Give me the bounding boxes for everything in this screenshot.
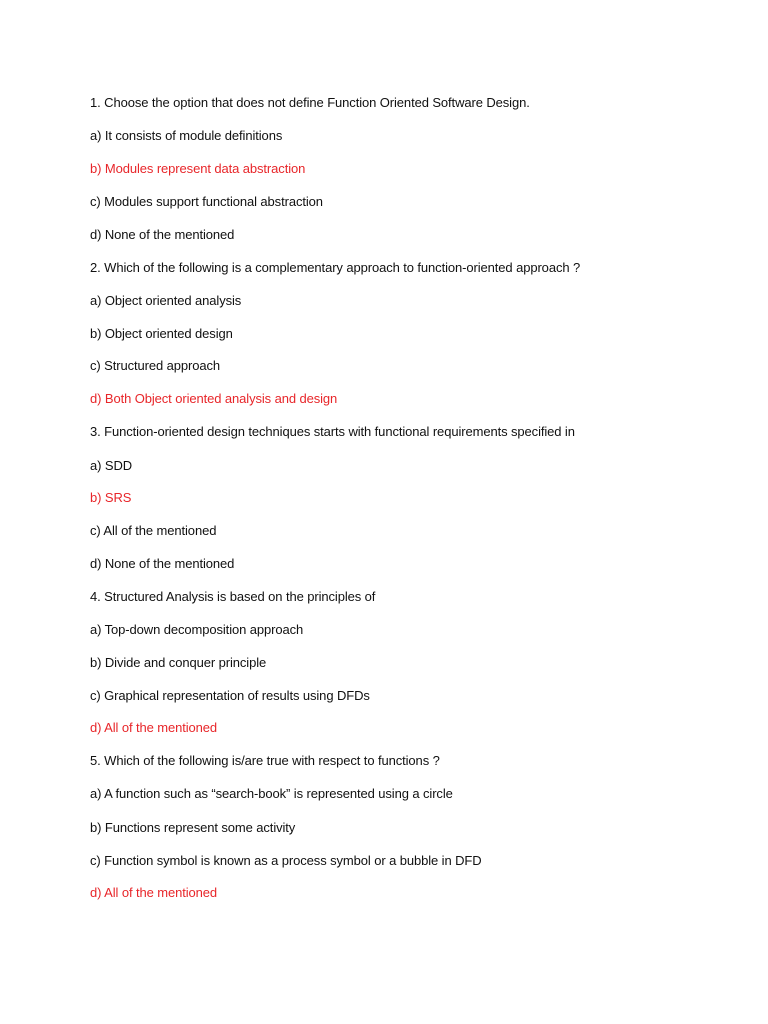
question-3-option-a: a) SDD [90, 458, 133, 473]
question-4-text: 4. Structured Analysis is based on the principles of [90, 589, 376, 604]
question-1-option-d: d) None of the mentioned [90, 227, 235, 242]
question-3-option-b-correct-answer: b) SRS [90, 490, 132, 505]
question-4-option-c: c) Graphical representation of results using DFDs [90, 688, 370, 703]
question-5-text: 5. Which of the following is/are true with respect to functions ? [90, 753, 440, 768]
question-3-option-d: d) None of the mentioned [90, 556, 235, 571]
question-3-option-c: c) All of the mentioned [90, 523, 217, 538]
question-2-option-c: c) Structured approach [90, 358, 221, 373]
question-1-option-c: c) Modules support functional abstraction [90, 194, 323, 209]
question-4-option-a: a) Top-down decomposition approach [90, 622, 304, 637]
question-5-option-c: c) Function symbol is known as a process symbol or a bubble in DFD [90, 853, 482, 868]
question-4-option-d-correct-answer: d) All of the mentioned [90, 720, 218, 735]
question-5-option-b: b) Functions represent some activity [90, 820, 296, 835]
question-2-option-d-correct-answer: d) Both Object oriented analysis and design [90, 391, 338, 406]
question-4-option-b: b) Divide and conquer principle [90, 655, 267, 670]
question-1-option-a: a) It consists of module definitions [90, 128, 283, 143]
question-5-option-a: a) A function such as “search-book” is represented using a circle [90, 786, 453, 801]
question-3-text: 3. Function-oriented design techniques starts with functional requirements specified in [90, 424, 575, 439]
question-2-option-a: a) Object oriented analysis [90, 293, 242, 308]
question-2-option-b: b) Object oriented design [90, 326, 233, 341]
question-1-text: 1. Choose the option that does not define Function Oriented Software Design. [90, 95, 530, 110]
question-2-text: 2. Which of the following is a complementary approach to function-oriented approach ? [90, 260, 581, 275]
question-5-option-d-correct-answer: d) All of the mentioned [90, 885, 218, 900]
question-1-option-b-correct-answer: b) Modules represent data abstraction [90, 161, 306, 176]
